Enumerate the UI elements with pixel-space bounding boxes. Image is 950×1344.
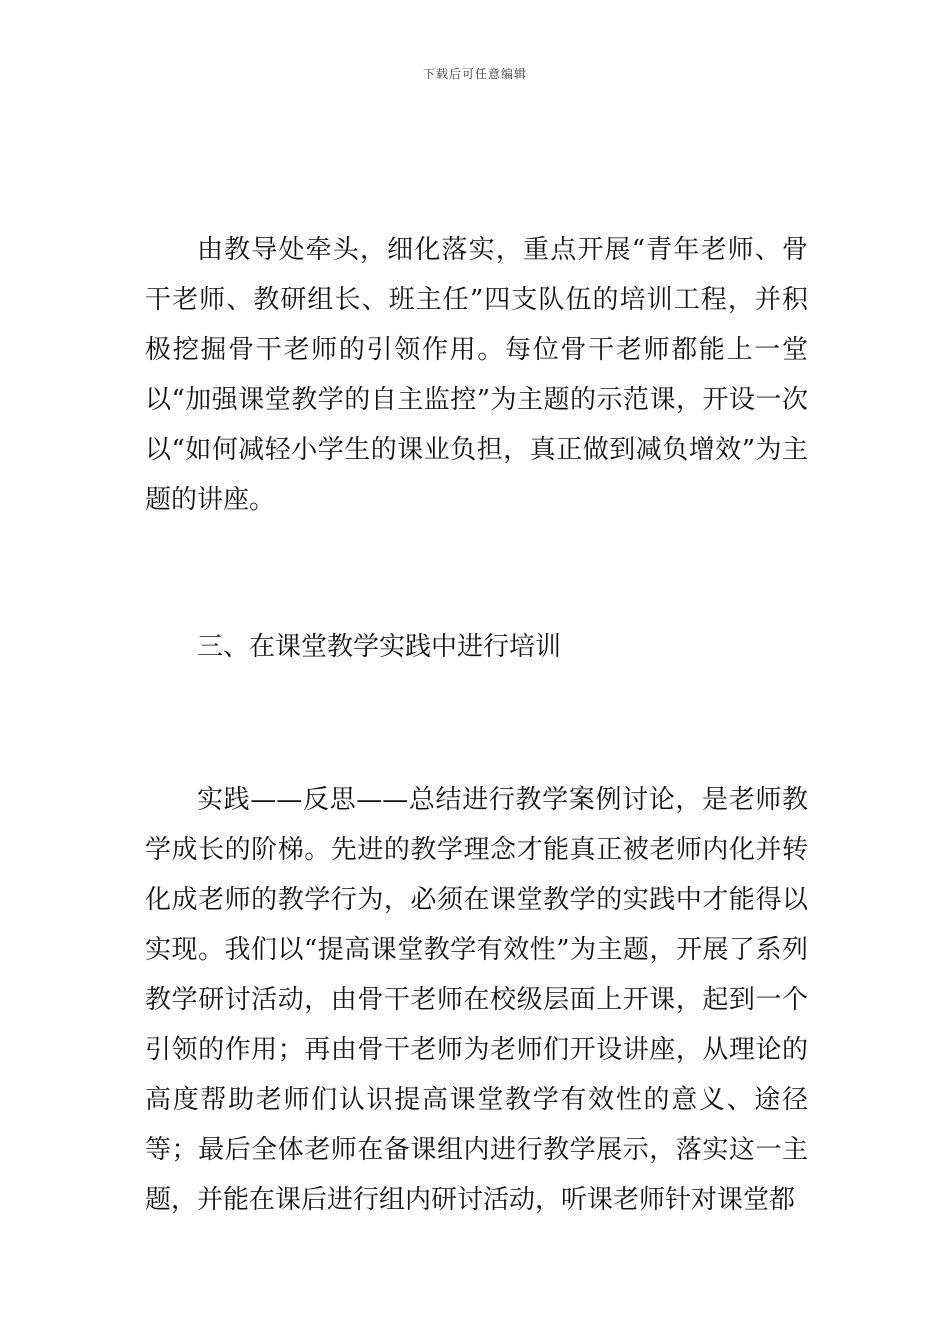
- body-paragraph: 实践——反思——总结进行教学案例讨论，是老师教学成长的阶梯。先进的教学理念才能真正被老师内化并转化成老师的教学行为，必须在课堂教学的实践中才能得以实现。我们以“提高课堂教学有效性”为主题，开展了系列教学研讨活动，由骨干老师在校级层面上开课，起到一个引领的作用；再由骨干老师为老师们开设讲座，从理论的高度帮助老师们认识提高课堂教学有效性的意义、途径等；最后全体老师在备课组内进行教学展示，落实这一主题，并能在课后进行组内研讨活动，听课老师针对课堂都: [145, 785, 808, 1215]
- section-heading: 三、在课堂教学实践中进行培训: [197, 632, 562, 662]
- body-paragraph: 由教导处牵头，细化落实，重点开展“青年老师、骨干老师、教研组长、班主任”四支队伍的培训工程，并积极挖掘骨干老师的引领作用。每位骨干老师都能上一堂以“加强课堂教学的自主监控”为主题的示范课，开设一次以“如何减轻小学生的课业负担，真正做到减负增效”为主题的讲座。: [145, 235, 808, 515]
- page-header-note: 下载后可任意编辑: [422, 67, 527, 81]
